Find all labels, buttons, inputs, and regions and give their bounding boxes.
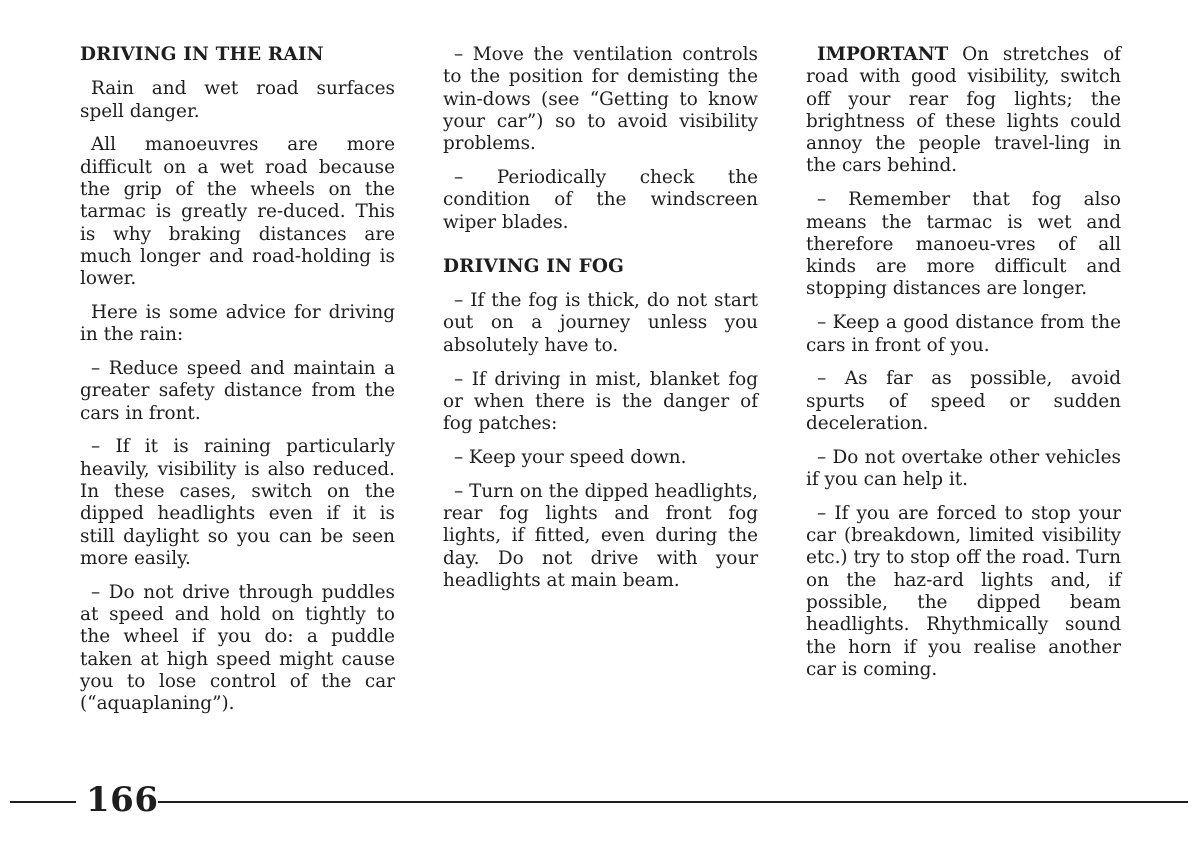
heading-driving-in-the-rain: DRIVING IN THE RAIN bbox=[80, 44, 324, 65]
paragraph: – Move the ventilation controls to the position for demisting the win-dows (see “Getting to know your car”) so to avoid visibility problems. bbox=[443, 44, 758, 155]
paragraph: – If the fog is thick, do not start out on a journey unless you absolutely have to. bbox=[443, 290, 758, 356]
paragraph: – If it is raining particularly heavily, visibility is also reduced. In these cases, switch on the dipped headlights even if it is still daylight so you can be seen more easily. bbox=[80, 436, 395, 569]
paragraph: – Keep a good distance from the cars in front of you. bbox=[806, 312, 1121, 356]
important-label: IMPORTANT bbox=[817, 44, 949, 65]
column-2 bbox=[443, 44, 758, 604]
paragraph: – Reduce speed and maintain a greater safety distance from the cars in front. bbox=[80, 358, 395, 424]
paragraph: Here is some advice for driving in the rain: bbox=[80, 301, 395, 346]
paragraph: Rain and wet road surfaces spell danger. bbox=[80, 78, 395, 122]
paragraph: – Turn on the dipped headlights, rear fog lights and front fog lights, if fitted, even during the day. Do not drive with your headlights at main beam. bbox=[443, 480, 758, 591]
heading-driving-in-fog: DRIVING IN FOG bbox=[443, 255, 625, 277]
paragraph: – Remember that fog also means the tarmac is wet and therefore manoeu-vres of all kinds are more difficult and stopping distances are longer. bbox=[806, 189, 1121, 300]
paragraph: – Periodically check the condition of the windscreen wiper blades. bbox=[443, 166, 758, 233]
paragraph: – Keep your speed down. bbox=[454, 446, 687, 468]
paragraph: – Do not overtake other vehicles if you can help it. bbox=[806, 446, 1121, 491]
important-text: On stretches of road with good visibility, switch off your rear fog lights; the brightness of these lights could annoy the people travel-ling in the cars behind. bbox=[806, 44, 1121, 177]
paragraph: – If driving in mist, blanket fog or when there is the danger of fog patches: bbox=[443, 368, 758, 435]
page-footer bbox=[0, 782, 1200, 822]
column-3 bbox=[806, 44, 1121, 693]
footer-rule-left bbox=[10, 801, 76, 803]
important-paragraph bbox=[806, 44, 1121, 178]
paragraph: – Do not drive through puddles at speed and hold on tightly to the wheel if you do: a puddle taken at high speed might cause you to lose control of the car (“aquaplaning”). bbox=[80, 581, 395, 715]
paragraph: All manoeuvres are more difficult on a wet road because the grip of the wheels on the tarmac is greatly re-duced. This is why braking distances are much longer and road-holding is lower. bbox=[80, 134, 395, 290]
paragraph: – As far as possible, avoid spurts of speed or sudden deceleration. bbox=[806, 368, 1121, 434]
paragraph: – If you are forced to stop your car (breakdown, limited visibility etc.) try to stop off the road. Turn on the haz-ard lights and, if possible, the dipped beam headlights. Rhythmically sound the horn if you realise another car is coming. bbox=[806, 502, 1121, 680]
page-number: 166 bbox=[86, 780, 159, 820]
footer-rule-right bbox=[158, 801, 1188, 803]
column-1 bbox=[80, 44, 395, 727]
